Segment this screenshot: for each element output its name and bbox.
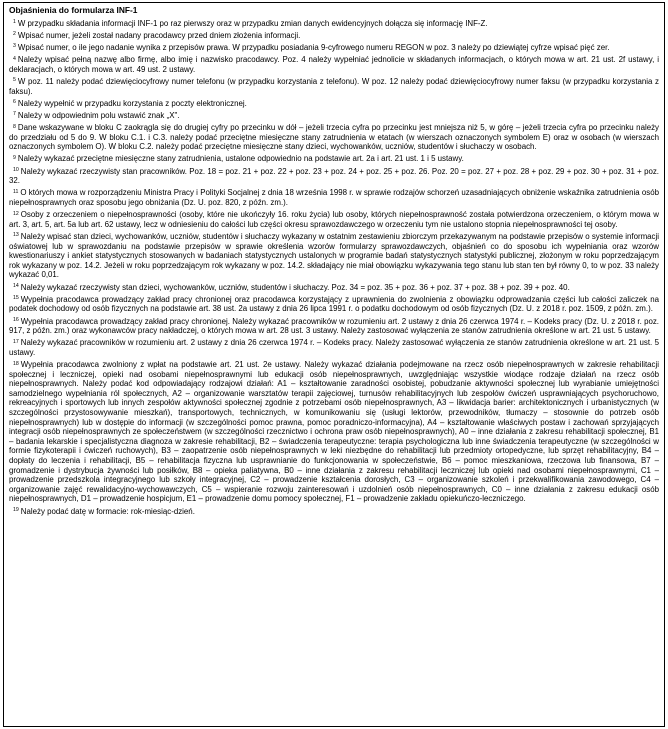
footnote-9 bbox=[9, 154, 659, 164]
footnote-14 bbox=[9, 283, 659, 293]
footnote-number: 8 bbox=[13, 123, 16, 130]
footnote-text: W przypadku składania informacji INF-1 po raz pierwszy oraz w przypadku zmian danych ewidencyjnych dołącza się informację INF-Z. bbox=[17, 18, 488, 28]
footnote-number: 1 bbox=[13, 19, 16, 25]
footnote-3 bbox=[9, 43, 659, 53]
footnote-19 bbox=[9, 507, 659, 517]
footnote-number: 5 bbox=[13, 77, 16, 84]
footnote-text: Należy wykazać rzeczywisty stan dzieci, wychowanków, uczniów, studentów i słuchaczy. Poz. 34 = poz. 35 + poz. 36 + poz. 37 + poz. 38 + poz. 39 + poz. 40. bbox=[20, 282, 570, 292]
footnote-text: Należy wykazać rzeczywisty stan pracowników. Poz. 18 = poz. 21 + poz. 22 + poz. 23 + poz. 24 + poz. 25 + poz. 26. Poz. 20 = poz. 27 + poz. 28 + poz. 29 + poz. 30 + poz. 31 + poz. 32. bbox=[9, 166, 659, 186]
footnote-number: 6 bbox=[13, 99, 16, 106]
footnote-number: 2 bbox=[13, 31, 16, 38]
footnote-number: 4 bbox=[13, 55, 16, 62]
footnote-text: Wypełnia pracodawca zwolniony z wpłat na podstawie art. 21 ust. 2e ustawy. Należy wykazać działania podejmowane na rzecz osób niepełnosprawnych w zakresie rehabilitacji społecznej i leczniczej, opieki nad osobami niepełnosprawnymi lub edukacji osób niepełnosprawnych, uwzględniając wszystkie wiodące rodzaje działań na rzecz osób niepełnosprawnych. Należy podać kod odpowiadający rodzajowi działań: A1 – kształtowanie zaradności osobistej, pobudzanie aktywności społecznej lub wyrabianie umiejętności samodzielnego wypełniania ról społecznych, A2 – organizowanie warsztatów terapii zajęciowej, turnusów rehabilitacyjnych lub zespołów ćwiczeń usprawniających psychoruchowo, rekreacyjnych i sportowych lub innych zespołów aktywności społecznej zgodnie z potrzebami osób niepełnosprawnych, A3 – likwidacja barier: architektonicznych i urbanistycznych (w szczególności przystosowywanie mieszkań), transportowych, technicznych, w komunikowaniu się (usługi lektorów, przewodników, tłumaczy – stosownie do potrzeb osób niepełnosprawnych) lub w dostępie do informacji (w szczególności pomoc prawna, pomoc poradniczo-informacyjna), A4 – kształtowanie właściwych postaw i zachowań sprzyjających integracji osób niepełnosprawnych ze społeczeństwem (w szczególności rzecznictwo i ochrona praw osób niepełnosprawnych), A0 – inne działania z zakresu rehabilitacji społecznej, B1 – badania lekarskie i specjalistyczna diagnoza w zakresie rehabilitacji, B2 – świadczenia terapeutyczne: terapia psychologiczna lub inne świadczenia terapeutyczne (w szczególności w formie fizykoterapii i ćwiczeń ruchowych), B3 – zaopatrzenie osób niepełnosprawnych w leki niezbędne do rehabilitacji lub przedmioty ortopedyczne, lub sprzęt rehabilitacyjny, B4 – dopłaty do leczenia i rehabilitacji, B5 – rehabilitacja fizyczna lub usprawnianie do funkcjonowania w społeczeństwie, B6 – pomoc mieszkaniowa, rzeczowa lub finansowa, B7 – gromadzenie i dystrybucja żywności lub posiłków, B8 – opieka paliatywna, B0 – inne działania z zakresu rehabilitacji leczniczej lub opieki nad osobami niepełnosprawnymi, C1 – prowadzenie przedszkola integracyjnego lub szkoły integracyjnej, C2 – prowadzenie kształcenia dorosłych, C3 – organizowanie szkoleń i przekwalifikowania zawodowego, C4 – organizowanie zajęć rewalidacyjno-wychowawczych, C5 – wspieranie rozwoju zainteresowań i uzdolnień osób niepełnosprawnych, C0 – inne działania z zakresu edukacji osób niepełnosprawnych, D1 – prowadzenie hospicjum, E1 – prowadzenie domu pomocy społecznej, F1 – prowadzenie zakładu opiekuńczo-leczniczego. bbox=[9, 360, 659, 504]
footnote-7 bbox=[9, 111, 659, 121]
footnote-number: 19 bbox=[13, 507, 19, 513]
footnote-1 bbox=[9, 19, 659, 29]
footnote-6 bbox=[9, 99, 659, 109]
footnote-text: Wpisać numer, jeżeli został nadany pracodawcy przed dniem złożenia informacji. bbox=[17, 30, 301, 40]
footnote-text: O których mowa w rozporządzeniu Ministra Pracy i Polityki Socjalnej z dnia 18 września 1998 r. w sprawie rodzajów schorzeń uzasadniających obniżenie wskaźnika zatrudnienia osób niepełnosprawnych oraz sposobu jego obniżania (Dz. U. poz. 820, z późn. zm.). bbox=[9, 188, 659, 208]
footnote-11 bbox=[9, 188, 659, 207]
footnote-2 bbox=[9, 31, 659, 41]
footnote-number: 12 bbox=[13, 210, 19, 217]
footnote-text: Należy wpisać stan dzieci, wychowanków, uczniów, studentów i słuchaczy wykazany w ostatnim zestawieniu zbiorczym przekazywanym na podstawie przepisów o systemie informacji oświatowej lub w sprawozdaniu na podstawie przepisów w sprawie określenia wzorów formularzy sprawozdawczych, objaśnień co do sposobu ich wypełniania oraz wzorów kwestionariuszy i ankiet statystycznych stosowanych w badaniach statystycznych ustalonych w programie badań statystycznych statystyki publicznej, złożonym w roku poprzedzającym rok wykazany w poz. 14.2. Jeżeli w roku poprzedzającym rok wykazany w poz. 14.2. składający nie miał obowiązku wykazywania tego stanu lub stan ten był równy 0, to w poz. 33 należy wykazać 0,01. bbox=[9, 232, 659, 280]
footnote-number: 17 bbox=[13, 338, 19, 345]
footnote-number: 14 bbox=[13, 282, 19, 289]
footnote-text: Wpisać numer, o ile jego nadanie wynika z przepisów prawa. W przypadku posiadania 9-cyfrowego numeru REGON w poz. 3 należy po dziewiątej cyfrze wpisać pięć zer. bbox=[17, 42, 610, 52]
footnote-18 bbox=[9, 360, 659, 504]
footnote-text: Należy wykazać pracowników w rozumieniu art. 2 ustawy z dnia 26 czerwca 1974 r. – Kodeks pracy. Należy zastosować wyłączenia ze stanów zatrudnienia określone w art. 21 ust. 5 ustawy. bbox=[9, 338, 659, 357]
footnote-16 bbox=[9, 317, 659, 336]
footnote-text: Należy podać datę w formacie: rok-miesiąc-dzień. bbox=[20, 506, 195, 516]
footnote-13 bbox=[9, 232, 659, 280]
footnote-number: 15 bbox=[13, 295, 19, 302]
footnote-number: 7 bbox=[13, 111, 16, 118]
footnote-8 bbox=[9, 123, 659, 152]
footnote-17 bbox=[9, 338, 659, 357]
footnote-12 bbox=[9, 210, 659, 229]
footnote-number: 13 bbox=[13, 232, 19, 239]
footnote-5 bbox=[9, 77, 659, 96]
footnote-number: 3 bbox=[13, 43, 16, 50]
footnote-10 bbox=[9, 167, 659, 186]
footnote-text: Należy w odpowiednim polu wstawić znak „X". bbox=[17, 110, 180, 120]
footnote-text: Należy wykazać przeciętne miesięczne stany zatrudnienia, ustalone odpowiednio na podstawie art. 2a i art. 21 ust. 1 i 5 ustawy. bbox=[17, 154, 464, 164]
document-title: Objaśnienia do formularza INF-1 bbox=[9, 5, 138, 15]
footnote-number: 16 bbox=[13, 316, 19, 323]
footnote-text: Wypełnia pracodawca prowadzący zakład pracy chronionej. Należy wykazać pracowników w rozumieniu art. 2 ustawy z dnia 26 czerwca 1974 r. – Kodeks pracy (Dz. U. z 2018 r. poz. 917, z późn. zm.) oraz wykonawców pracy nakładczej, o których mowa w art. 28 ust. 3 ustawy. Należy zastosować wyłączenia ze stanów zatrudnienia określone w art. 21 ust. 5 ustawy. bbox=[9, 316, 659, 336]
footnote-text: Osoby z orzeczeniem o niepełnosprawności (osoby, które nie ukończyły 16. roku życia) lub osoby, których niepełnosprawność została potwierdzona orzeczeniem, o którym mowa w art. 3, art. 5, art. 5a lub art. 62 ustawy, lecz w odniesieniu do całości lub części okresu sprawozdawczego w orzeczeniu tym nie ustalono stopnia niepełnosprawności tej osoby. bbox=[9, 210, 659, 229]
footnote-text: Należy wypełnić w przypadku korzystania z poczty elektronicznej. bbox=[17, 98, 247, 108]
footnote-text: W poz. 11 należy podać dziewięciocyfrowy numer telefonu (w przypadku korzystania z telefonu). W poz. 12 należy podać dziewięciocyfrowy numer faksu (w przypadku korzystania z faksu). bbox=[9, 76, 659, 96]
footnote-15 bbox=[9, 295, 659, 314]
footnote-number: 11 bbox=[13, 188, 19, 195]
footnote-number: 9 bbox=[13, 154, 16, 161]
footnote-text: Dane wskazywane w bloku C zaokrągla się do drugiej cyfry po przecinku w dół – jeżeli trzecia cyfra po przecinku jest mniejsza niż 5, w górę – jeżeli trzecia cyfra po przecinku należy do przedziału od 5 do 9. W bloku C.1. i C.3. należy podać przeciętne miesięczne stany zatrudnienia w etatach (w wierszach oznaczonych symbolem E) oraz w osobach (w wierszach oznaczonych symbolem O). W bloku C.2. należy podać przeciętne miesięczne stany dzieci, wychowanków, uczniów, studentów i słuchaczy w osobach. bbox=[9, 123, 659, 152]
footnote-number: 10 bbox=[13, 167, 19, 174]
explanations-box bbox=[3, 2, 665, 727]
footnote-text: Należy wpisać pełną nazwę albo firmę, albo imię i nazwisko pracodawcy. Poz. 4 należy wypełniać jednolicie w składanych informacjach, o których mowa w art. 21 ust. 2f ustawy, i deklaracjach, o których mowa w art. 49 ust. 2 ustawy. bbox=[9, 55, 659, 74]
footnote-number: 18 bbox=[13, 360, 19, 367]
footnotes-list bbox=[9, 19, 659, 517]
footnote-text: Wypełnia pracodawca prowadzący zakład pracy chronionej oraz pracodawca korzystający z uprawnienia do zwolnienia z obowiązku odprowadzania części lub całości zaliczek na podatek dochodowy od osób fizycznych na podstawie art. 38 ust. 2a ustawy z dnia 26 lipca 1991 r. o podatku dochodowym od osób fizycznych (Dz. U. z 2018 r. poz. 1509, z późn. zm.). bbox=[9, 294, 659, 314]
footnote-4 bbox=[9, 55, 659, 74]
